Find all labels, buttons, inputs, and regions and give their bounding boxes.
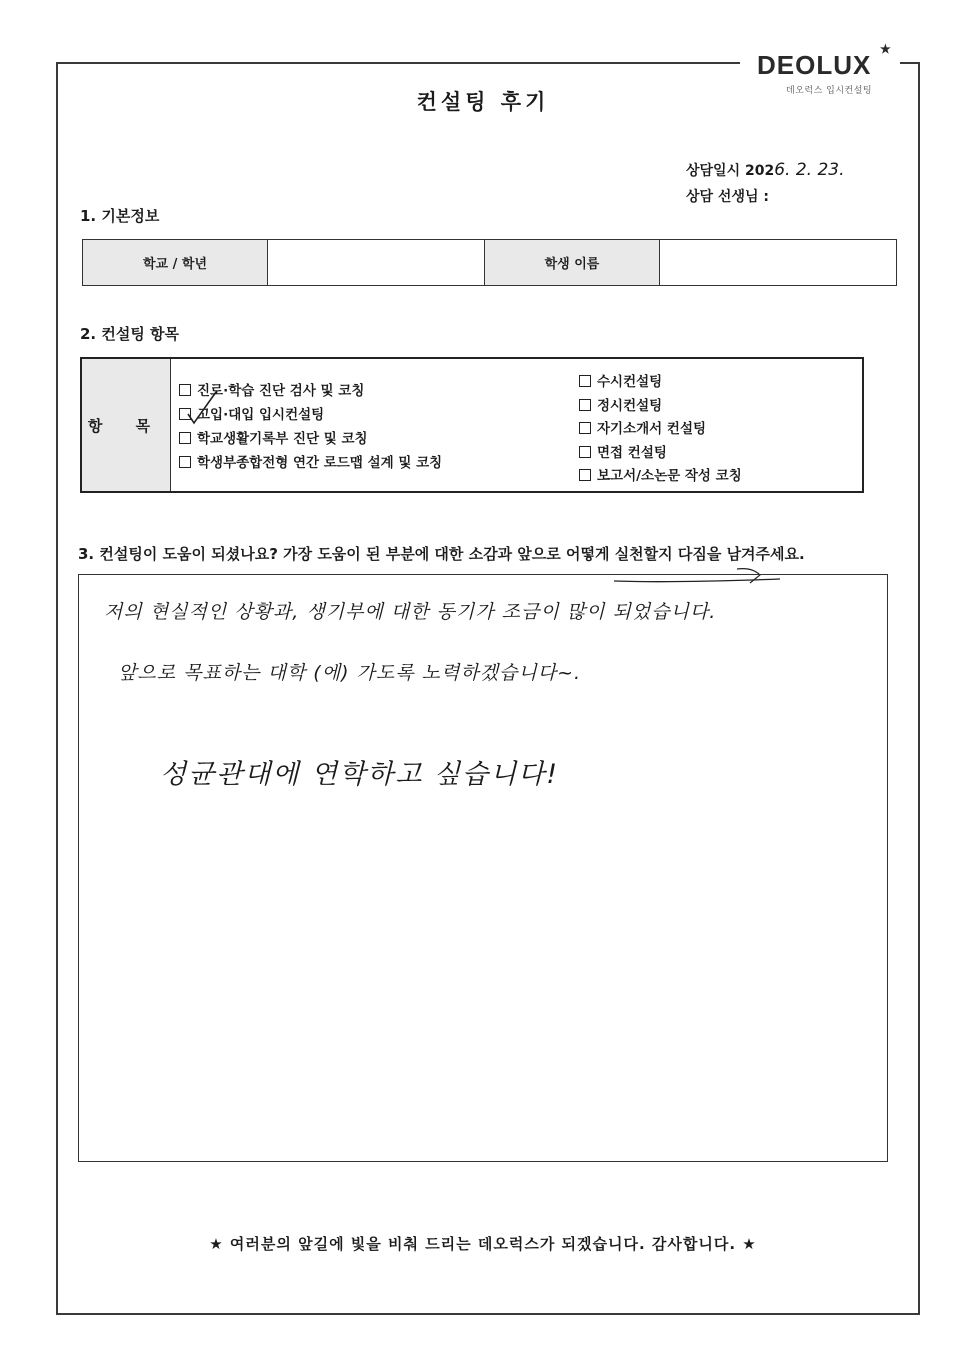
consult-teacher: 상담 선생님 : bbox=[686, 189, 769, 205]
option-roadmap[interactable]: 학생부종합전형 연간 로드맵 설계 및 코칭 bbox=[179, 451, 559, 475]
section-basic-info-heading: 1. 기본정보 bbox=[80, 207, 160, 225]
option-admission-consulting[interactable]: 고입·대입 입시컨설팅 bbox=[179, 403, 559, 427]
date-label: 상담일시 202 bbox=[686, 163, 775, 179]
school-label: 학교 / 학년 bbox=[83, 240, 268, 286]
handwritten-check-icon bbox=[186, 390, 220, 426]
page-title: 컨설팅 후기 bbox=[416, 90, 550, 114]
option-interview[interactable]: 면접 컨설팅 bbox=[579, 442, 862, 466]
star-icon: ★ bbox=[880, 42, 892, 56]
brand-logo bbox=[757, 42, 892, 81]
brand-logo-text: DEOLUX bbox=[757, 50, 872, 80]
items-right-column bbox=[559, 359, 862, 491]
footer-message: ★ 여러분의 앞길에 빛을 비춰 드리는 데오럭스가 되겠습니다. 감사합니다. ★ bbox=[209, 1235, 757, 1253]
option-report-coaching[interactable]: 보고서/소논문 작성 코칭 bbox=[579, 465, 862, 489]
section-items-heading: 2. 컨설팅 항목 bbox=[80, 325, 180, 343]
option-early-admission[interactable]: 수시컨설팅 bbox=[579, 371, 862, 395]
consult-date bbox=[686, 160, 845, 180]
option-regular-admission[interactable]: 정시컨설팅 bbox=[579, 395, 862, 419]
option-career-diagnosis[interactable]: 진로·학습 진단 검사 및 코칭 bbox=[179, 379, 559, 403]
handwritten-line-2: 앞으로 목표하는 대학 (에) 가도록 노력하겠습니다~. bbox=[118, 662, 582, 684]
option-self-intro[interactable]: 자기소개서 컨설팅 bbox=[579, 418, 862, 442]
checkbox-icon[interactable] bbox=[179, 432, 191, 444]
date-value: 6. 2. 23. bbox=[774, 160, 845, 180]
student-name-value[interactable] bbox=[660, 240, 897, 286]
items-left-column bbox=[171, 359, 559, 491]
student-name-label: 학생 이름 bbox=[485, 240, 660, 286]
checkbox-icon[interactable] bbox=[579, 399, 591, 411]
checkbox-icon[interactable] bbox=[179, 456, 191, 468]
checkbox-icon[interactable] bbox=[579, 446, 591, 458]
option-record-diagnosis[interactable]: 학교생활기록부 진단 및 코칭 bbox=[179, 427, 559, 451]
brand-subtitle: 데오럭스 입시컨설팅 bbox=[786, 86, 873, 96]
section-feedback-heading: 3. 컨설팅이 도움이 되셨나요? 가장 도움이 된 부분에 대한 소감과 앞으로 어떻게 실천할지 다짐을 남겨주세요. bbox=[78, 545, 805, 563]
checkbox-icon[interactable] bbox=[579, 422, 591, 434]
checkbox-icon[interactable] bbox=[579, 375, 591, 387]
school-value[interactable] bbox=[268, 240, 485, 286]
items-row-label: 항 목 bbox=[82, 359, 171, 491]
handwritten-line-3: 성균관대에 연학하고 싶습니다! bbox=[160, 759, 560, 790]
checkbox-icon[interactable] bbox=[579, 469, 591, 481]
handwritten-line-1: 저의 현실적인 상황과, 생기부에 대한 동기가 조금이 많이 되었습니다. bbox=[104, 601, 717, 623]
basic-info-table bbox=[82, 239, 897, 286]
